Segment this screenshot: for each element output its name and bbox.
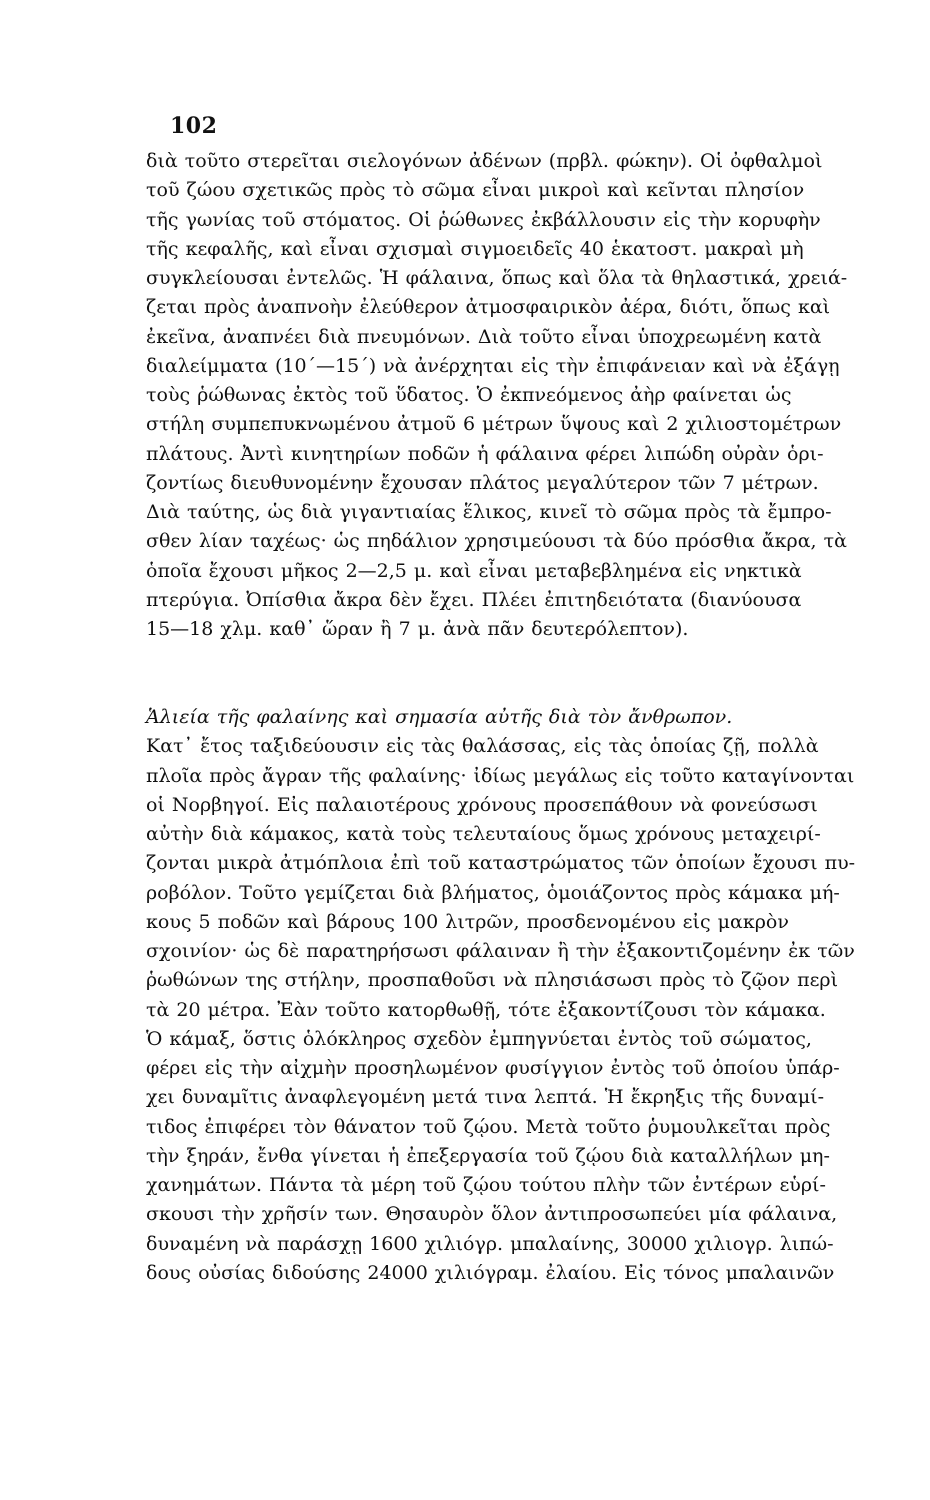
text-line: δυναμένη νὰ παράσχῃ 1600 χιλιόγρ. μπαλαίνης, 30000 χιλιογρ. λιπώ- — [146, 1232, 834, 1255]
text-line: ζοντίως διευθυνομένην ἔχουσαν πλάτος μεγαλύτερον τῶν 7 μέτρων. — [146, 471, 819, 494]
text-line: πλάτους. Ἀντὶ κινητηρίων ποδῶν ἡ φάλαινα φέρει λιπώδη οὐρὰν ὁρι- — [146, 442, 824, 465]
text-line: αὐτὴν διὰ κάμακος, κατὰ τοὺς τελευταίους ὅμως χρόνους μεταχειρί- — [146, 823, 821, 845]
text-line: διὰ τοῦτο στερεῖται σιελογόνων ἀδένων (πρβλ. φώκην). Οἱ ὀφθαλμοὶ — [146, 150, 823, 172]
text-line: τοῦ ζώου σχετικῶς πρὸς τὸ σῶμα εἶναι μικροὶ καὶ κεῖνται πλησίον — [146, 179, 805, 202]
text-line: πτερύγια. Ὀπίσθια ἄκρα δὲν ἔχει. Πλέει ἐπιτηδειότατα (διανύουσα — [146, 588, 802, 611]
text-line: διαλείμματα (10΄—15΄) νὰ ἀνέρχηται εἰς τὴν ἐπιφάνειαν καὶ νὰ ἐξάγῃ — [146, 354, 840, 377]
text-line: σθεν λίαν ταχέως· ὡς πηδάλιον χρησιμεύουσι τὰ δύο πρόσθια ἄκρα, τὰ — [146, 530, 847, 553]
text-line: Κατ᾿ ἔτος ταξιδεύουσιν εἰς τὰς θαλάσσας, εἰς τὰς ὁποίας ζῇ, πολλὰ — [146, 735, 819, 758]
text-line: χει δυναμῖτις ἀναφλεγομένη μετά τινα λεπτά. Ἡ ἔκρηξις τῆς δυναμί- — [146, 1086, 825, 1109]
text-line: ἐκεῖνα, ἀναπνέει διὰ πνευμόνων. Διὰ τοῦτο εἶναι ὑποχρεωμένη κατὰ — [146, 325, 822, 348]
text-line: 15—18 χλμ. καθ᾿ ὥραν ἢ 7 μ. ἀνὰ πᾶν δευτερόλεπτον). — [146, 618, 689, 640]
text-line: σχοινίον· ὡς δὲ παρατηρήσωσι φάλαιναν ἢ τὴν ἐξακοντιζομένην ἐκ τῶν — [146, 940, 855, 962]
page-number: 102 — [170, 113, 218, 139]
text-line: στήλη συμπεπυκνωμένου ἀτμοῦ 6 μέτρων ὕψους καὶ 2 χιλιοστομέτρων — [146, 413, 842, 436]
text-line: χανημάτων. Πάντα τὰ μέρη τοῦ ζῴου τούτου πλὴν τῶν ἐντέρων εὑρί- — [146, 1174, 826, 1196]
text-line: τῆς κεφαλῆς, καὶ εἶναι σχισμαὶ σιγμοειδεῖς 40 ἑκατοστ. μακραὶ μὴ — [146, 237, 804, 260]
text-line: ροβόλον. Τοῦτο γεμίζεται διὰ βλήματος, ὁμοιάζοντος πρὸς κάμακα μή- — [146, 881, 840, 904]
text-line: δους οὐσίας διδούσης 24000 χιλιόγραμ. ἐλαίου. Εἰς τόνος μπαλαινῶν — [146, 1261, 835, 1284]
text-line: Ὁ κάμαξ, ὅστις ὁλόκληρος σχεδὸν ἐμπηγνύεται ἐντὸς τοῦ σώματος, — [146, 1027, 812, 1050]
text-line: σκουσι τὴν χρῆσίν των. Θησαυρὸν ὅλον ἀντιπροσωπεύει μία φάλαινα, — [146, 1203, 838, 1226]
text-line: Διὰ ταύτης, ὡς διὰ γιγαντιαίας ἕλικος, κινεῖ τὸ σῶμα πρὸς τὰ ἔμπρο- — [146, 501, 832, 523]
text-line: κους 5 ποδῶν καὶ βάρους 100 λιτρῶν, προσδενομένου εἰς μακρὸν — [146, 910, 789, 933]
paragraph-whaling — [146, 703, 855, 1288]
paragraph-whale-anatomy — [146, 147, 847, 644]
text-line: τῆς γωνίας τοῦ στόματος. Οἱ ῥώθωνες ἐκβάλλουσιν εἰς τὴν κορυφὴν — [146, 208, 821, 231]
text-line: οἱ Νορβηγοί. Εἰς παλαιοτέρους χρόνους προσεπάθουν νὰ φονεύσωσι — [146, 793, 818, 816]
text-line: συγκλείουσαι ἐντελῶς. Ἡ φάλαινα, ὅπως καὶ ὅλα τὰ θηλαστικά, χρειά- — [146, 267, 848, 289]
text-line: πλοῖα πρὸς ἄγραν τῆς φαλαίνης· ἰδίως μεγάλως εἰς τοῦτο καταγίνονται — [146, 764, 855, 787]
section-heading: Ἁλιεία τῆς φαλαίνης καὶ σημασία αὐτῆς διὰ τὸν ἄνθρωπον. — [146, 706, 733, 728]
text-line: ῥωθώνων της στήλην, προσπαθοῦσι νὰ πλησιάσωσι πρὸς τὸ ζῷον περὶ — [146, 969, 839, 992]
text-line: φέρει εἰς τὴν αἰχμὴν προσηλωμένον φυσίγγιον ἐντὸς τοῦ ὁποίου ὑπάρ- — [146, 1057, 840, 1079]
text-line: τοὺς ῥώθωνας ἐκτὸς τοῦ ὕδατος. Ὁ ἐκπνεόμενος ἀὴρ φαίνεται ὡς — [146, 384, 792, 406]
text-line: τὴν ξηράν, ἔνθα γίνεται ἡ ἐπεξεργασία τοῦ ζῴου διὰ καταλλήλων μη- — [146, 1144, 830, 1167]
text-line: ὁποῖα ἔχουσι μῆκος 2—2,5 μ. καὶ εἶναι μεταβεβλημένα εἰς νηκτικὰ — [146, 559, 802, 582]
text-line: ζεται πρὸς ἀναπνοὴν ἐλεύθερον ἀτμοσφαιρικὸν ἀέρα, διότι, ὅπως καὶ — [146, 296, 831, 319]
text-line: τιδος ἐπιφέρει τὸν θάνατον τοῦ ζῴου. Μετὰ τοῦτο ῥυμουλκεῖται πρὸς — [146, 1115, 831, 1138]
text-line: ζονται μικρὰ ἀτμόπλοια ἐπὶ τοῦ καταστρώματος τῶν ὁποίων ἔχουσι πυ- — [146, 852, 856, 875]
text-line: τὰ 20 μέτρα. Ἐὰν τοῦτο κατορθωθῇ, τότε ἐξακοντίζουσι τὸν κάμακα. — [146, 998, 826, 1021]
